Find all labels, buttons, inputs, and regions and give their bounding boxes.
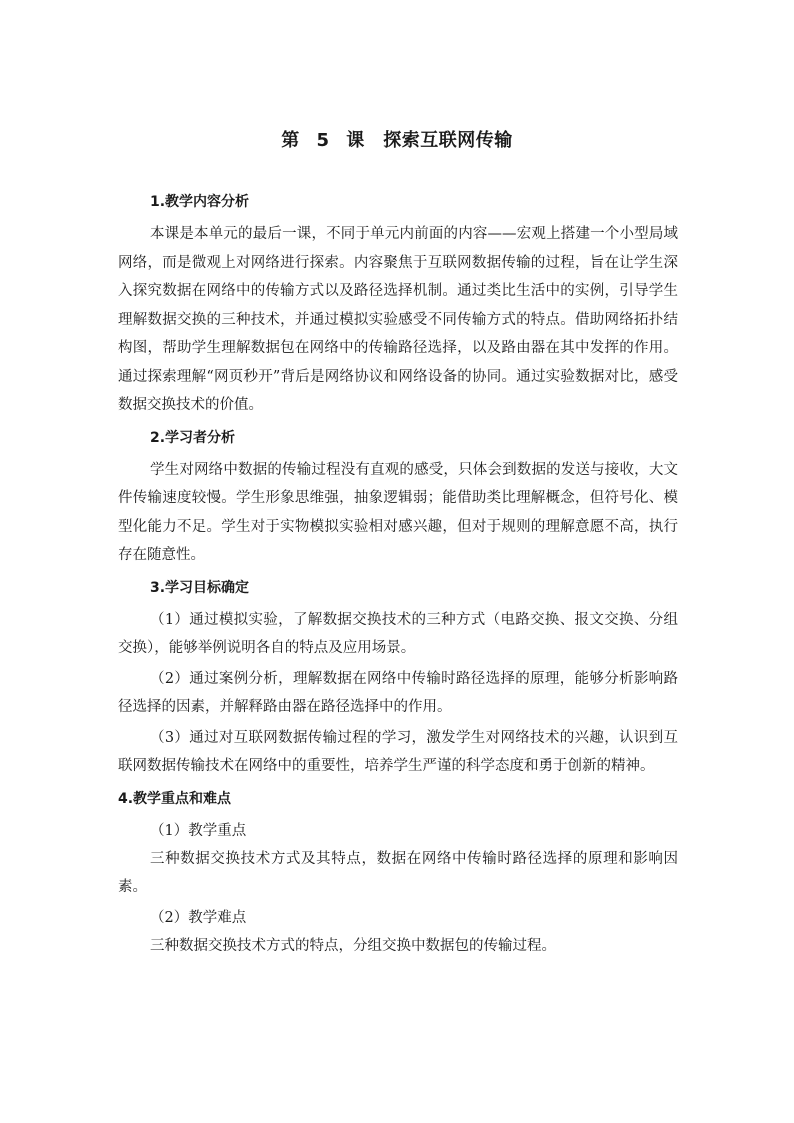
page-title: 第 5 课 探索互联网传输 — [281, 130, 513, 151]
paragraph-goal-2: （2）通过案例分析，理解数据在网络中传输时路径选择的原理，能够分析影响路径选择的因素，并解释路由器在路径选择中的作用。 — [118, 670, 678, 715]
section-heading-learning-goals: 3.学习目标确定 — [150, 579, 250, 596]
paragraph-content-analysis: 本课是本单元的最后一课，不同于单元内前面的内容——宏观上搭建一个小型局域网络，而是微观上对网络进行探索。内容聚焦于互联网数据传输的过程，旨在让学生深入探究数据在网络中的传输方式以及路径选择机制。通过类比生活中的实例，引导学生理解数据交换的三种技术，并通过模拟实验感受不同传输方式的特点。借助网络拓扑结构图，帮助学生理解数据包在网络中的传输路径选择，以及路由器在其中发挥的作用。通过探索理解“网页秒开”背后是网络协议和网络设备的协同。通过实验数据对比，感受数据交换技术的价值。 — [118, 226, 678, 413]
paragraph-learner-analysis: 学生对网络中数据的传输过程没有直观的感受，只体会到数据的发送与接收，大文件传输速度较慢。学生形象思维强，抽象逻辑弱；能借助类比理解概念，但符号化、模型化能力不足。学生对于实物模拟实验相对感兴趣，但对于规则的理解意愿不高，执行存在随意性。 — [118, 461, 678, 563]
paragraph-difficult-point: 三种数据交换技术方式的特点，分组交换中数据包的传输过程。 — [150, 937, 556, 954]
paragraph-goal-3: （3）通过对互联网数据传输过程的学习，激发学生对网络技术的兴趣，认识到互联网数据传输技术在网络中的重要性，培养学生严谨的科学态度和勇于创新的精神。 — [118, 729, 678, 774]
document-body — [118, 188, 678, 964]
paragraph-key-point: 三种数据交换技术方式及其特点，数据在网络中传输时路径选择的原理和影响因素。 — [118, 850, 678, 895]
section-heading-content-analysis: 1.教学内容分析 — [150, 194, 250, 210]
paragraph-goal-1: （1）通过模拟实验，了解数据交换技术的三种方式（电路交换、报文交换、分组交换），能够举例说明各自的特点及应用场景。 — [118, 611, 678, 656]
section-heading-learner-analysis: 2.学习者分析 — [150, 429, 236, 446]
section-heading-key-points: 4.教学重点和难点 — [118, 790, 232, 807]
subheading-key-point: （1）教学重点 — [150, 822, 247, 839]
subheading-difficult-point: （2）教学难点 — [150, 909, 247, 926]
